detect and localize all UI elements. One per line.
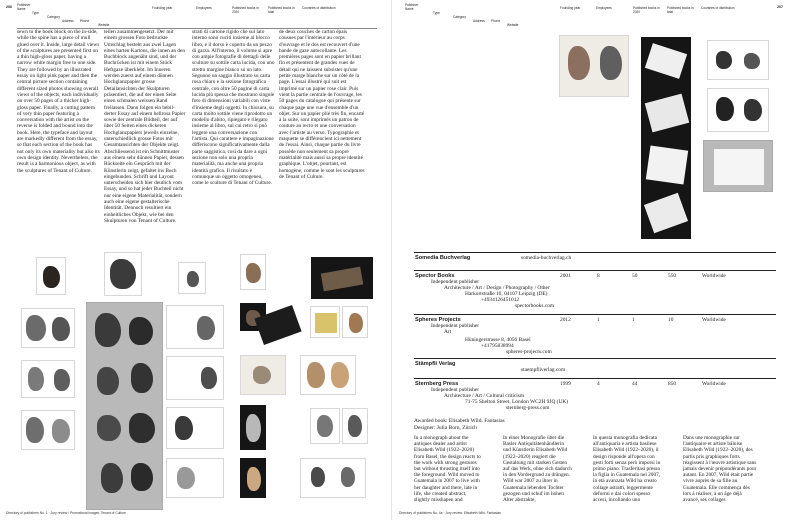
sculpture-shape (246, 414, 261, 442)
sculpture-shape (197, 316, 215, 340)
employees-count: 4 (597, 381, 600, 387)
book-page (645, 43, 687, 79)
distribution-countries: Worldwide (702, 317, 726, 323)
sculpture-shape (97, 415, 121, 441)
publisher-name: Stämpfli Verlag (415, 361, 456, 367)
right-page (397, 0, 789, 520)
header-published-2020: Published books in 2020 (633, 6, 660, 14)
distribution-countries: Worldwide (702, 273, 726, 279)
publisher-category: Architecture / Art / Cultural criticism (444, 393, 525, 399)
header-employees: Employees (196, 6, 212, 10)
sculpture-shape (43, 266, 60, 288)
photo-stacked-spreads (86, 302, 163, 510)
photo-book-closed (703, 140, 773, 192)
header-phone: Phone (80, 19, 90, 23)
books-total: 550 (668, 273, 677, 279)
book-cover (254, 305, 301, 345)
books-2020: 44 (632, 381, 638, 387)
sculpture-shape (26, 417, 44, 443)
photo-spread (166, 305, 224, 349)
sculpture-shape (568, 46, 590, 80)
publisher-phone: +41795838994 (481, 343, 514, 349)
text-column-italian: strati di cartone rigido che sul lato interno sono cuciti insieme al blocco libro, e il dorso è coperto da un pezzo di garza. All'interno, il volume si apre con ampie fotografie di dettagli delle sculture su sottile carta lucida, con uno stretto margine bianco su un lato. Seguono un saggio illustrato su carta rosa chiaro e la sezione fotografica centrale, con oltre 50 pagine di carta lucida più spessa che mostrano singole foto di dimensioni variabili con viste d'insieme degli oggetti. In chiusura, su carta molto sottile viene riprodotto un modello d'abito, ripiegato e rilegato insieme al libro, sul cui retro si può leggere una conversazione con l'artista. Qui carattere e impaginazione differiscono significativamente dalla parte saggistica, così da dare a ogni sezione non solo una propria materialità, ma anche una propria identità grafica. Il risultato è comunque un oggetto omogeneo, come le sculture di Tenant of Culture. (192, 29, 275, 187)
publisher-address: Harkortstraße 10, 04107 Leipzig (DE) (465, 291, 548, 297)
distribution-countries: Worldwide (702, 381, 726, 387)
photo-spread (166, 356, 224, 400)
sculpture-shape (253, 366, 271, 384)
review-column-german: In einer Monografie über die Basler Antiquitätenhändlerin und Künstlerin Elisabeth Wild (1922–2020) reagiert die Gestaltung mit starken Gesten auf das Werk, ohne sich dadurch in den Vordergrund zu drängen. Wild war 2007 zu ihrer in Guatemala lebenden Tochter gezogen und schuf im hohen Alter abstrakte, (503, 435, 572, 504)
header-address: Address (62, 19, 74, 23)
header-countries: Countries of distribution (302, 6, 336, 10)
publisher-phone: +4934126451012 (481, 297, 520, 303)
photo-dark-column (641, 37, 691, 239)
header-employees: Employees (596, 6, 612, 10)
sculpture-shape (307, 362, 325, 388)
header-website: Website (507, 23, 519, 27)
publisher-website: sternberg-press.com (506, 405, 550, 411)
award-info (414, 418, 505, 432)
page-number: 207 (777, 5, 783, 9)
sculpture-shape (246, 263, 261, 283)
photo-spread (178, 262, 206, 294)
photo-book-spread (707, 40, 769, 80)
sculpture-shape (716, 51, 732, 69)
header-address: Address (473, 19, 485, 23)
photo-spread (21, 308, 75, 348)
founding-year: 2012 (560, 317, 571, 323)
books-total: 10 (668, 317, 674, 323)
header-category: Category (47, 15, 60, 19)
header-publisher: Publisher (405, 3, 419, 7)
textile-swatch (315, 313, 337, 333)
header-published-total: Published books in total (268, 6, 295, 14)
designer-credit: Designer: Julia Born, Zürich (414, 425, 477, 431)
sculpture-shape (187, 271, 199, 287)
publisher-name: Spheres Projects (415, 317, 461, 323)
publisher-website: spheres-projects.com (506, 349, 552, 355)
book-page (646, 146, 688, 185)
publisher-name: Somedia Buchverlag (415, 255, 471, 261)
publisher-name: Sternberg Press (415, 381, 459, 387)
publisher-row (414, 358, 776, 374)
sculpture-shape (52, 317, 70, 341)
photo-spread (21, 410, 75, 450)
photo-book-angle (258, 305, 304, 345)
photo-spread (166, 407, 224, 449)
publisher-row (414, 270, 776, 314)
publisher-website: spectorbooks.com (515, 303, 555, 309)
publisher-row (414, 378, 776, 416)
photo-spread (166, 458, 224, 498)
header-founding: Founding year (152, 6, 173, 10)
publisher-category: Art (444, 329, 452, 335)
header-type: Type (433, 11, 440, 15)
sculpture-shape (97, 367, 119, 395)
review-column-french: Dans une monographie sur l'antiquaire et artiste bâloise Elisabeth Wild (1922–2020), des partis pris graphiques forts réagissent à l'œuvre artistique sans jamais devenir prépondérants pour autant. En 2007, Wild était partie vivre auprès de sa fille au Guatemala. Elle commença dès lors à réaliser, à un âge déjà avancé, ses collages (683, 435, 757, 504)
book-cover (714, 149, 764, 185)
header-phone: Phone (491, 19, 501, 23)
sculpture-shape (600, 46, 622, 80)
publisher-address: 71-75 Shelton Street, London WC2H 9JQ (UK) (465, 399, 569, 405)
text-column-german: teilen zusammengesetzt. Der mit einem grossen Foto bedruckte Umschlag besteht aus zwei Lagen eines harten Kartons, die innen an den Buchblock angenäht sind, und der Buchrücken ist mit einem Stück Heftgaze überklebt. Im Inneren werden zuerst auf einem dünnen Hochglanzpapier grosse Detailansichten der Skulpturen präsentiert, die auf der einen Seite einen schmalen weissen Rand freilassen. Dann folgen ein bebil-derter Essay auf einem hellrosa Papier sowie der zentrale Bildteil, der auf über 50 Seiten eines dickeren Hochglanzpapiers jeweils einzelne, unterschiedlich grosse Fotos mit Gesamtansichten der Objekte zeigt. Abschliessend ist ein Schnittmuster aus einem sehr dünnen Papier, dessen Rückseite ein Gespräch mit der Künstlerin zeigt, gefaltet ins Buch eingebunden. Schrift und Layout unterscheiden sich hier deutlich vom Essay, und so hat jeder Buchteil nicht nur eine eigene Materialität, sondern auch eine eigene gestalterische Identität. Dennoch resultiert ein einheitliches Objekt, wie bei den Skulpturen von Tenant of Culture. (104, 29, 186, 224)
sculpture-shape (52, 419, 70, 443)
book-page (645, 94, 689, 133)
publisher-name: Spector Books (415, 273, 455, 279)
text-column-english: sewn to the book block on the in-side, while the spine has a piece of mull glued over it. Inside, large detail views of the sculptures are presented first on a thin high-gloss paper, having a narrow white margin free to one side. They are followed by an illustrated essay on light pink paper and then the central picture section containing different sized photos showing overall views of the objects, each individually on over 50 pages of a thicker high-gloss paper. Finally, a cutting pattern of very thin paper featuring a conversation with the artist on the reverse is folded and bound into the book. Here, the typeface and layout are markedly different from the essay, so that each section of the book has not only its own materiality but also its own design identity. Nevertheless, the result is a harmonious object, as with the sculptures of Tenant of Culture. (17, 29, 100, 174)
photo-dark (240, 405, 266, 450)
photo-book-dark (311, 257, 373, 299)
sculpture-shape (129, 317, 153, 345)
founding-year: 1999 (560, 381, 571, 387)
books-2020: 50 (632, 273, 638, 279)
header-publisher: Publisher (17, 3, 31, 7)
sculpture-shape (101, 463, 123, 493)
publisher-category: Architecture / Art / Design / Photography / Other (444, 285, 550, 291)
publisher-row (414, 252, 776, 266)
photo-spread (36, 257, 66, 295)
sculpture-shape (348, 415, 362, 437)
header-founding: Founding year (560, 6, 581, 10)
sculpture-shape (28, 367, 44, 391)
photo-spread (300, 458, 366, 498)
sculpture-shape (131, 463, 153, 491)
awarded-book: Awarded book: Elisabeth Wild. Fantasias (414, 418, 505, 424)
header-name: Name (17, 7, 26, 11)
publisher-row (414, 314, 776, 358)
book-page (644, 193, 688, 234)
sculpture-shape (349, 313, 363, 333)
publisher-type: Independent publisher (431, 323, 480, 329)
left-page (0, 0, 392, 520)
photo-spread (21, 360, 75, 398)
publisher-website: somedia-buchverlag.ch (521, 255, 572, 261)
sculpture-shape (247, 467, 261, 491)
sculpture-shape (26, 315, 46, 341)
photo-spread (300, 355, 356, 395)
header-published-total: Published books in total (667, 6, 694, 14)
header-website: Website (98, 23, 110, 27)
employees-count: 1 (597, 317, 600, 323)
sculpture-shape (716, 97, 734, 121)
photo-book-spread (707, 88, 769, 132)
publisher-address: Hüningerstrasse 8, 4056 Basel (465, 337, 531, 343)
sculpture-shape (95, 313, 121, 347)
header-name: Name (405, 7, 414, 11)
sculpture-shape (744, 99, 762, 121)
book-cover (321, 267, 364, 292)
photo-dark (240, 458, 266, 498)
publisher-type: Independent publisher (431, 387, 480, 393)
sculpture-shape (311, 467, 325, 487)
page-footer: Directory of publishers No. 1 · Jury review / Promotional images: Tenant of Culture (6, 511, 126, 515)
books-total: 850 (668, 381, 677, 387)
sculpture-shape (744, 53, 760, 69)
photo-spread (240, 254, 266, 290)
photo-book-spread (559, 35, 629, 97)
sculpture-shape (129, 413, 155, 443)
page-footer: Directory of publishers No. 4a · Jury review: Elisabeth Wild. Fantasias (399, 511, 501, 515)
sculpture-shape (331, 362, 349, 388)
publisher-type: Independent publisher (431, 279, 480, 285)
sculpture-shape (175, 416, 193, 440)
books-2020: 1 (632, 317, 635, 323)
header-published-2020: Published books in 2020 (232, 6, 259, 14)
header-countries: Countries of distribution (701, 6, 735, 10)
sculpture-shape (317, 415, 333, 437)
sculpture-shape (54, 369, 70, 391)
sculpture-shape (341, 467, 355, 487)
photo-spread (104, 252, 142, 296)
sculpture-shape (131, 363, 153, 393)
header-category: Category (453, 15, 466, 19)
text-column-french: de deux couches de carton épais cousues par l'intérieur au corps d'ouvrage et le dos est recouvert d'une bande de gaze autocollante. Les premières pages sont en papier brillant fin et présentent de grandes vues de détail qui ne laissent subsister qu'une petite marge blanche sur un côté de la page. L'essai illustré qui suit est imprimé sur un papier rose clair. Puis vient la partie centrale de l'ouvrage, les 50 pages du catalogue qui présente sur chaque page une vue d'ensemble d'un objet. Sur un papier plié très fin, encarté à la suite, sont imprimés un patron de couture au recto et une conversation avec l'artiste au verso. Typographie et maquette se différencient ici nettement de l'essai. Ainsi, chaque partie du livre possède non seulement sa propre matérialité mais aussi sa propre identité graphique. L'objet, pourtant, est homogène, comme le sont les sculptures de Tenant of Culture. (279, 29, 365, 180)
photo-spread (310, 408, 340, 444)
sculpture-shape (201, 367, 217, 389)
header-type: Type (32, 11, 39, 15)
photo-spread (342, 306, 368, 338)
sculpture-shape (110, 259, 136, 289)
publisher-website: staempfliverlag.com (521, 367, 566, 373)
founding-year: 2001 (560, 273, 571, 279)
photo-spread (310, 306, 340, 338)
sculpture-shape (177, 467, 195, 489)
page-number: 206 (6, 5, 12, 9)
photo-spread-angled (240, 355, 286, 395)
review-column-italian: In questa monografia dedicata all'antiquaria e artista basilese Elisabeth Wild (1922–2020), il design risponde all'opera con gesti forti senza però imporsi in primo piano. Trasferitasi presso la figlia in Guatemala nel 2007, in età avanzata Wild ha creato collage astratti, leggermente deformi e dai colori spesso accesi, incollando uno (593, 435, 661, 504)
review-column-english: In a monograph about the antiques dealer and artist Elisabeth Wild (1922–2020) from Basel, the design reacts to the work with strong gestures but without thrusting itself into the foreground. Wild moved to Guatemala in 2007 to live with her daughter and there, late in life, she created abstract, slightly misshapen and (414, 435, 481, 504)
employees-count: 8 (597, 273, 600, 279)
photo-spread (342, 408, 368, 444)
